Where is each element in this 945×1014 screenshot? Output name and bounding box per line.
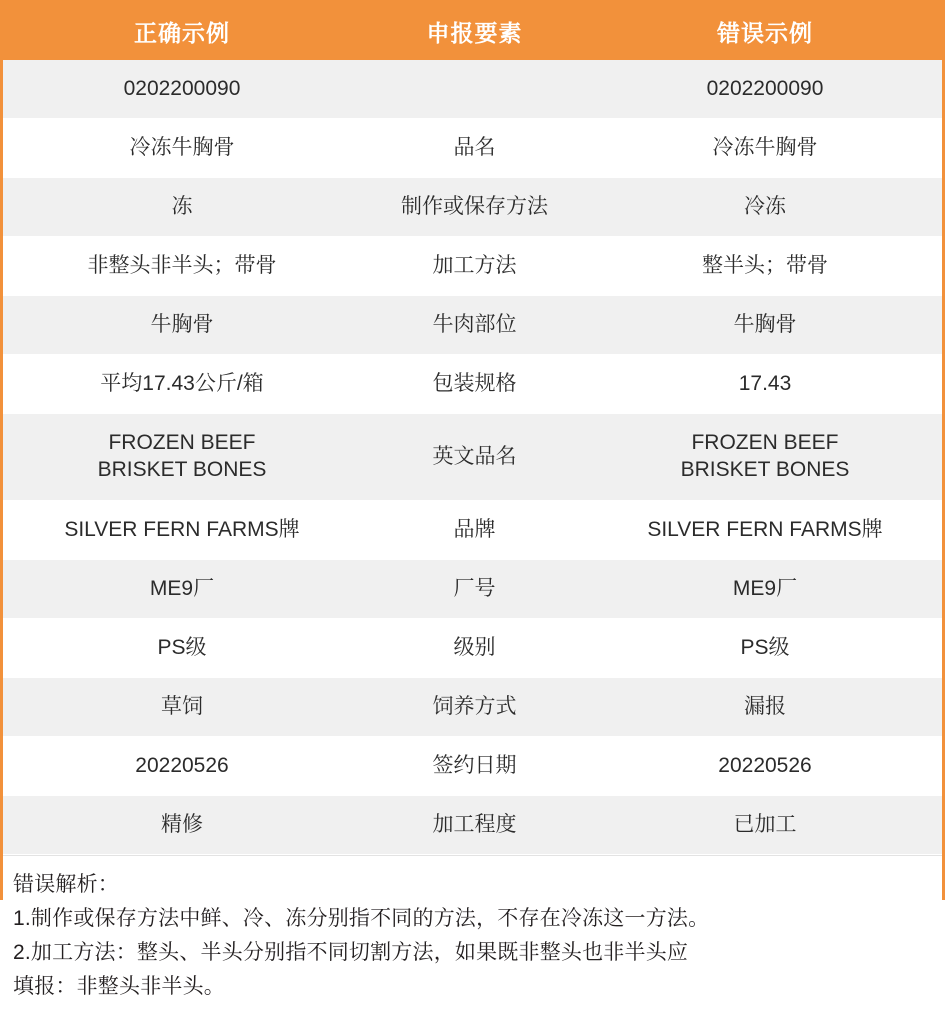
cell-correct: 牛胸骨 — [3, 296, 361, 355]
cell-correct: PS级 — [3, 619, 361, 678]
table-row — [3, 355, 942, 414]
cell-wrong: 牛胸骨 — [588, 296, 942, 355]
cell-element: 饲养方式 — [361, 678, 588, 737]
error-analysis-section — [3, 855, 942, 1014]
declaration-table — [3, 3, 942, 855]
cell-element: 加工程度 — [361, 796, 588, 855]
cell-element: 厂号 — [361, 560, 588, 619]
error-analysis-item-1: 1.制作或保存方法中鲜、冷、冻分别指不同的方法，不存在冷冻这一方法。 — [13, 907, 710, 931]
cell-correct: 草饲 — [3, 678, 361, 737]
header-row — [3, 3, 942, 60]
error-analysis-item-2: 2.加工方法：整头、半头分别指不同切割方法，如果既非整头也非半头应 — [13, 941, 689, 965]
cell-wrong: 20220526 — [588, 737, 942, 796]
cell-element: 品牌 — [361, 501, 588, 560]
cell-wrong: PS级 — [588, 619, 942, 678]
table-row — [3, 619, 942, 678]
table-row — [3, 296, 942, 355]
cell-wrong: ME9厂 — [588, 560, 942, 619]
cell-element: 英文品名 — [361, 414, 588, 501]
cell-correct: 精修 — [3, 796, 361, 855]
cell-correct: 0202200090 — [3, 60, 361, 119]
error-analysis-item-2-cont: 填报：非整头非半头。 — [13, 975, 225, 999]
cell-element — [361, 60, 588, 119]
cell-wrong — [588, 414, 942, 501]
cell-element: 签约日期 — [361, 737, 588, 796]
cell-correct: 冻 — [3, 178, 361, 237]
cell-wrong-line1: FROZEN BEEF — [691, 431, 839, 455]
cell-element: 品名 — [361, 119, 588, 178]
cell-wrong-line2: BRISKET BONES — [680, 458, 850, 481]
cell-wrong: 已加工 — [588, 796, 942, 855]
table-row — [3, 678, 942, 737]
table-header — [3, 3, 942, 60]
table-row — [3, 560, 942, 619]
table-row — [3, 178, 942, 237]
cell-element: 加工方法 — [361, 237, 588, 296]
table-row — [3, 737, 942, 796]
cell-wrong: 冷冻 — [588, 178, 942, 237]
cell-wrong: 17.43 — [588, 355, 942, 414]
cell-wrong: 整半头；带骨 — [588, 237, 942, 296]
cell-element: 牛肉部位 — [361, 296, 588, 355]
table-row — [3, 119, 942, 178]
error-analysis-title: 错误解析： — [13, 873, 119, 896]
cell-element: 制作或保存方法 — [361, 178, 588, 237]
cell-correct: 冷冻牛胸骨 — [3, 119, 361, 178]
table-row — [3, 796, 942, 855]
cell-wrong: SILVER FERN FARMS牌 — [588, 501, 942, 560]
cell-correct-line2: BRISKET BONES — [97, 458, 267, 481]
cell-correct — [3, 414, 361, 501]
cell-wrong: 冷冻牛胸骨 — [588, 119, 942, 178]
header-correct-example: 正确示例 — [3, 3, 361, 60]
cell-correct: 平均17.43公斤/箱 — [3, 355, 361, 414]
table-row — [3, 501, 942, 560]
cell-element: 包装规格 — [361, 355, 588, 414]
cell-wrong: 0202200090 — [588, 60, 942, 119]
cell-correct: 20220526 — [3, 737, 361, 796]
table-body — [3, 60, 942, 855]
header-declaration-element: 申报要素 — [361, 3, 588, 60]
header-wrong-example: 错误示例 — [588, 3, 942, 60]
table-row — [3, 414, 942, 501]
table-row — [3, 60, 942, 119]
cell-correct-line1: FROZEN BEEF — [108, 431, 256, 455]
cell-correct: ME9厂 — [3, 560, 361, 619]
cell-correct: SILVER FERN FARMS牌 — [3, 501, 361, 560]
cell-wrong: 漏报 — [588, 678, 942, 737]
table-row — [3, 237, 942, 296]
cell-correct: 非整头非半头；带骨 — [3, 237, 361, 296]
cell-element: 级别 — [361, 619, 588, 678]
